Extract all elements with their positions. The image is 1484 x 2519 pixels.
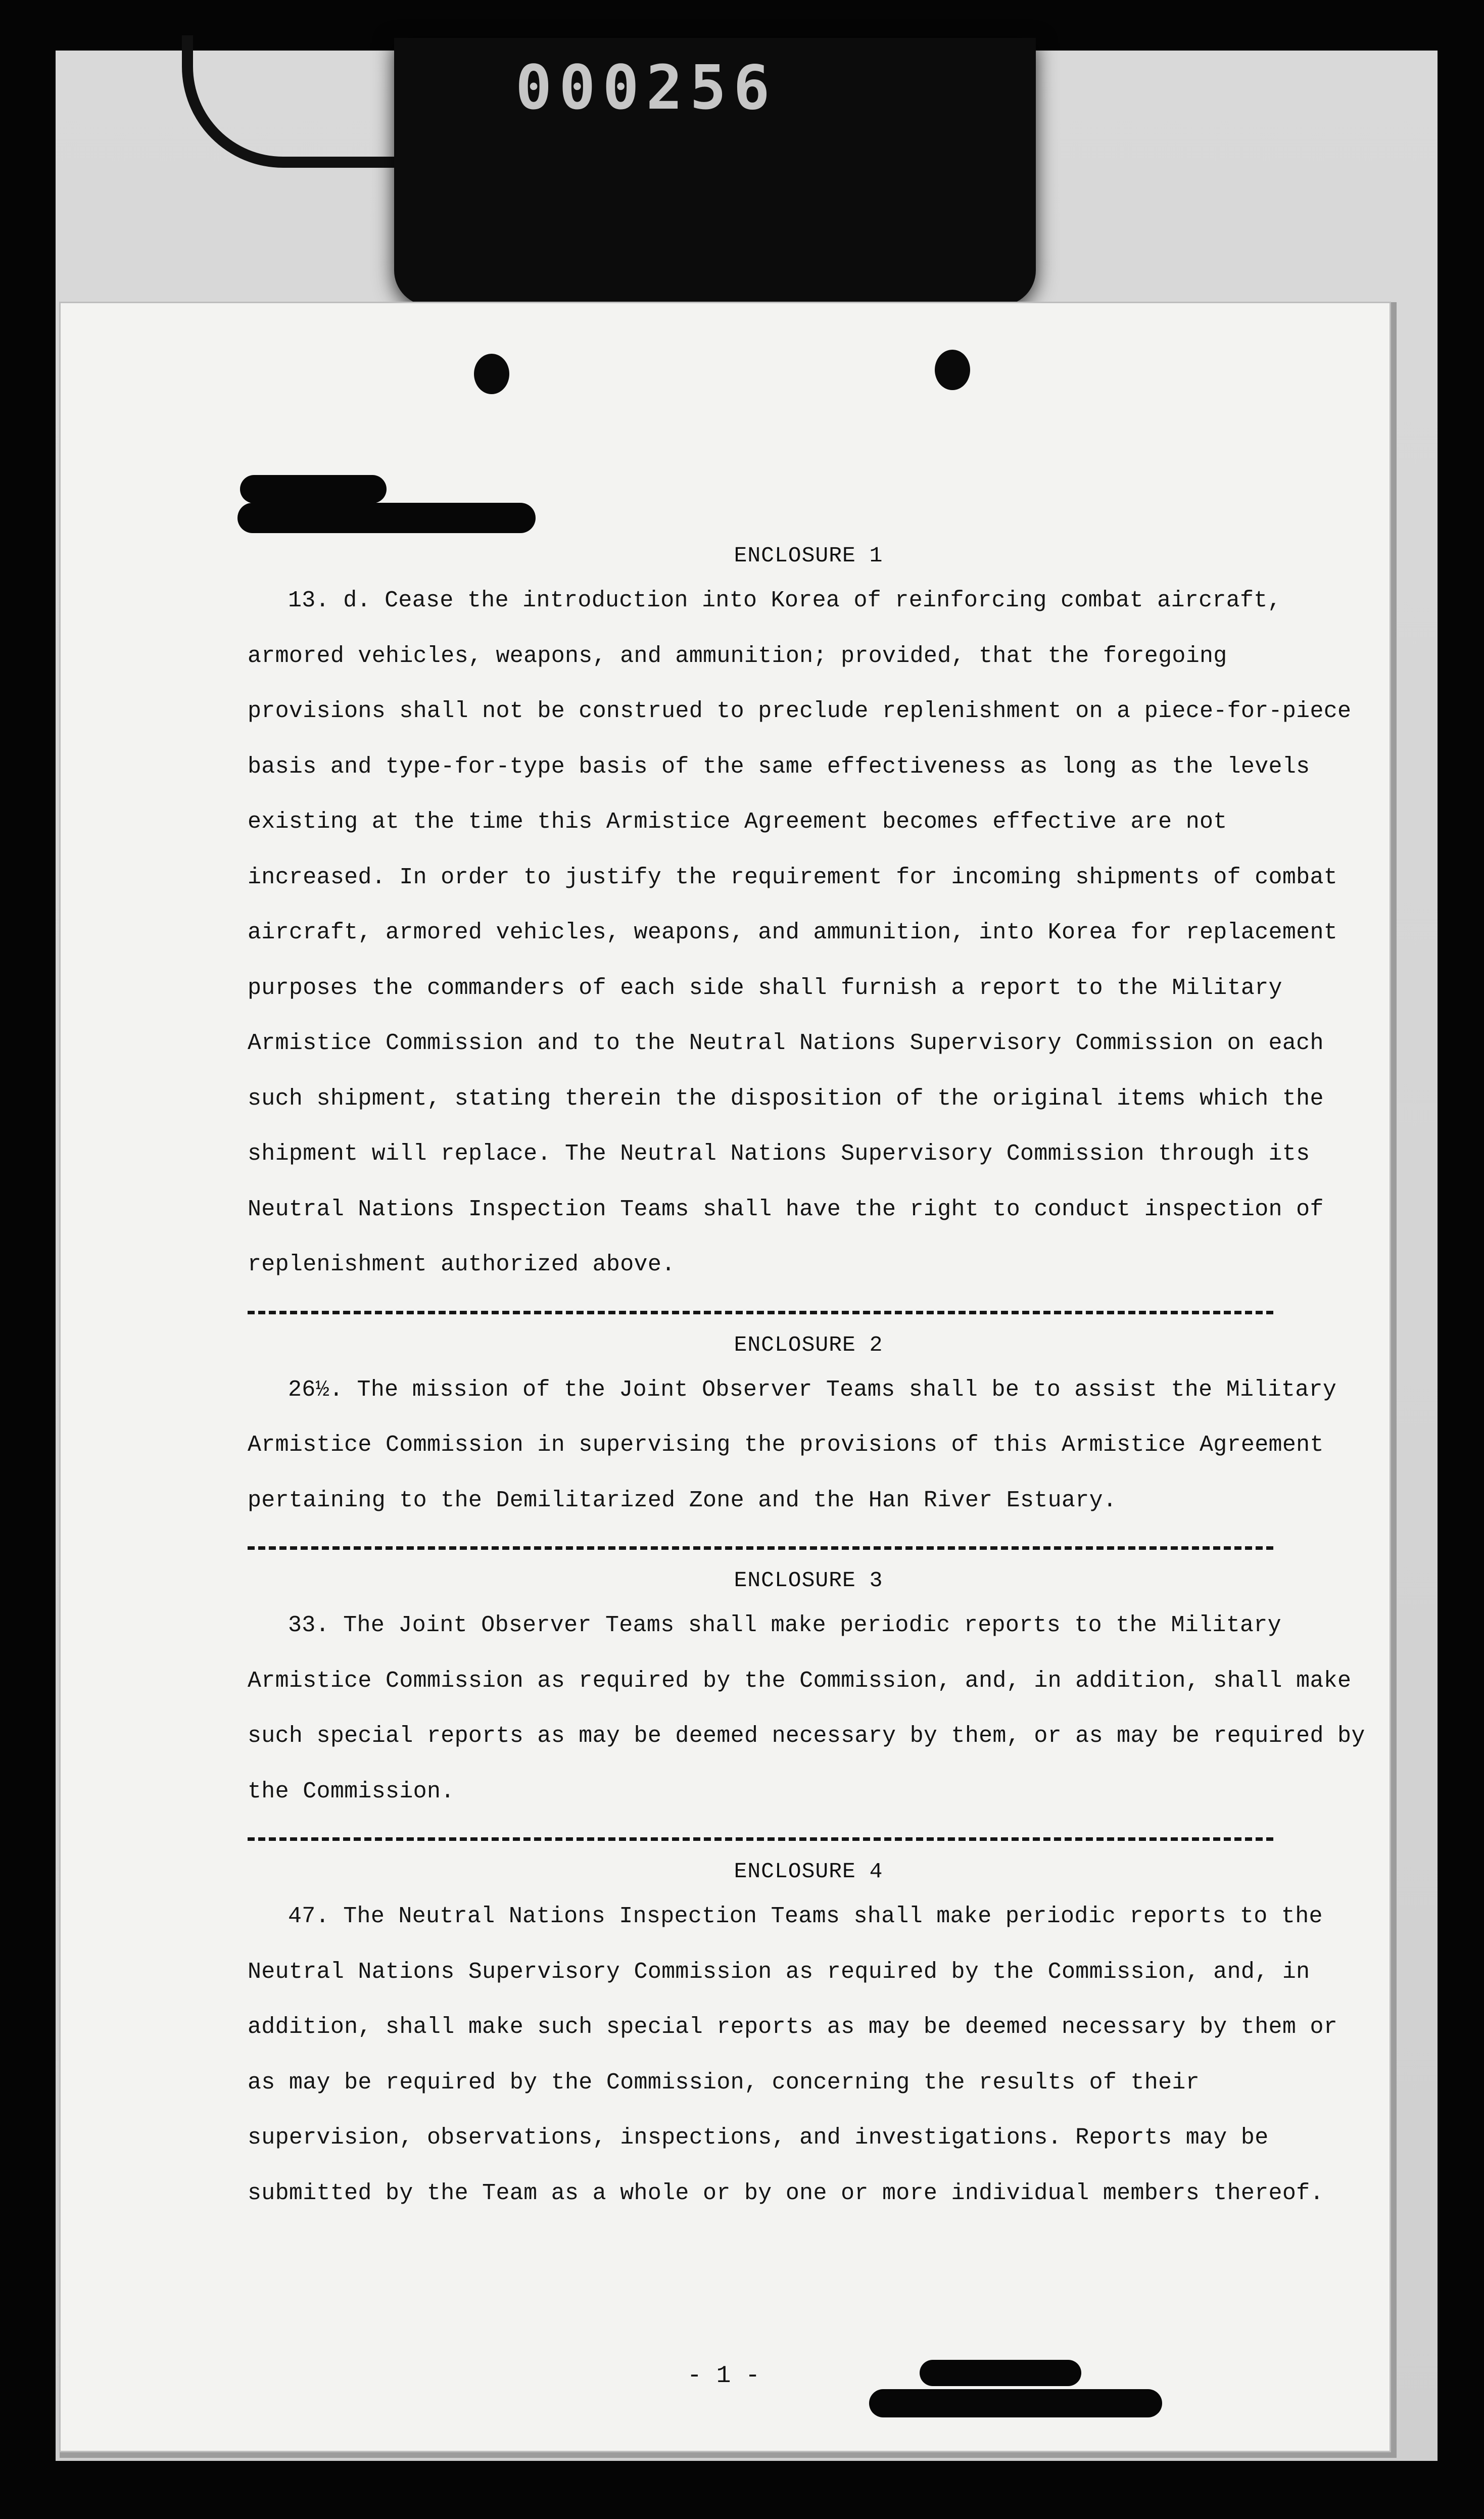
document-page — [61, 303, 1390, 2451]
enclosure-text: 26½. The mission of the Joint Observer Teams shall be to assist the Military Armistice Commission in supervising the provisions of this Armistice Agreement pertaining to the Demilitarized Zone and the Han River Estuary. — [248, 1376, 1337, 1513]
redaction-mark-bottom — [920, 2360, 1081, 2386]
redaction-mark-top — [240, 475, 387, 503]
frame-number: 000256 — [515, 53, 777, 123]
enclosure-section — [248, 543, 1369, 1293]
enclosure-text: 47. The Neutral Nations Inspection Teams shall make periodic reports to the Neutral Nations Supervisory Commission as required by the Commission, and, in addition, shall make such special reports as may be deemed necessary by them or as may be required by the Commission, concerning the results of their supervision, observations, inspections, and investigations. Reports may be submitted by the Team as a whole or by one or more individual members thereof. — [248, 1904, 1338, 2206]
punch-hole-right — [935, 350, 970, 390]
enclosure-text: 13. d. Cease the introduction into Korea of reinforcing combat aircraft, armored vehicles, weapons, and ammunition; provided, that the foregoing provisions shall not be construed to preclude replenishment on a piece-for-piece basis and type-for-type basis of the same effectiveness as long as the levels existing at the time this Armistice Agreement becomes effective are not increased. In order to justify the requirement for incoming shipments of combat aircraft, armored vehicles, weapons, and ammunition, into Korea for replacement purposes the commanders of each side shall furnish a report to the Military Armistice Commission and to the Neutral Nations Supervisory Commission on each such shipment, stating therein the disposition of the original items which the shipment will replace. The Neutral Nations Supervisory Commission through its Neutral Nations Inspection Teams shall have the right to conduct inspection of replenishment authorized above. — [248, 588, 1352, 1277]
enclosure-section — [248, 1859, 1369, 2221]
enclosure-heading: ENCLOSURE 2 — [734, 1332, 883, 1357]
redaction-mark-top — [237, 503, 536, 533]
enclosure-heading: ENCLOSURE 3 — [734, 1568, 883, 1593]
enclosure-heading: ENCLOSURE 4 — [734, 1859, 883, 1884]
enclosure-text: 33. The Joint Observer Teams shall make periodic reports to the Military Armistice Commission as required by the Commission, and, in addition, shall make such special reports as may be deemed necessary by them, or as may be required by the Commission. — [248, 1612, 1365, 1804]
document-body — [248, 543, 1369, 2221]
section-divider — [248, 1311, 1273, 1314]
enclosure-heading: ENCLOSURE 1 — [734, 543, 883, 568]
section-divider — [248, 1837, 1273, 1841]
page-number: - 1 - — [687, 2362, 760, 2390]
frame-clip — [394, 38, 1036, 306]
section-divider — [248, 1546, 1273, 1550]
enclosure-section — [248, 1568, 1369, 1819]
enclosure-section — [248, 1333, 1369, 1529]
redaction-mark-bottom — [869, 2389, 1162, 2417]
punch-hole-left — [474, 354, 509, 394]
